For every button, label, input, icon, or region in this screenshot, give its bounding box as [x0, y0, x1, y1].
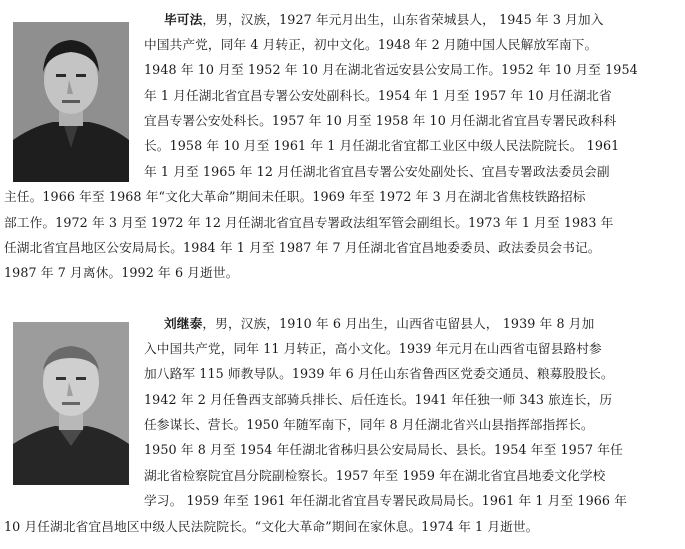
bio-2-line-2: 入中国共产党，同年 11 月转正，高小文化。1939 年元月在山西省屯留县路村参 [144, 341, 602, 356]
bio-2-line-3: 加八路军 115 师教导队。1939 年 6 月任山东省鲁西区党委交通员、粮募股股长。 [144, 366, 614, 381]
portrait-photo-1 [13, 22, 129, 182]
bio-2-line-9: 10 月任湖北省宜昌地区中级人民法院院长。“文化大革命”期间在家休息。1974 年 1 月逝世。 [4, 519, 539, 534]
bio-2-line-1 [164, 312, 594, 336]
bio-1-line-3: 1948 年 10 月至 1952 年 10 月在湖北省远安县公安局工作。1952 年 10 月至 1954 [144, 62, 638, 77]
bio-2-text-1: ，男，汉族，1910 年 6 月出生，山西省屯留县人， 1939 年 8 月加 [202, 316, 595, 331]
bio-2-line-7: 湖北省检察院宜昌分院副检察长。1957 年至 1959 年在湖北省宜昌地委文化学校 [144, 468, 606, 483]
bio-1-text-1: ，男，汉族，1927 年元月出生，山东省荣城县人， 1945 年 3 月加入 [202, 12, 604, 27]
bio-1-line-6: 长。1958 年 10 月至 1961 年 1 月任湖北省宜都工业区中级人民法院院长。 1961 [144, 138, 620, 153]
bio-1-line-4: 年 1 月任湖北省宜昌专署公安处副科长。1954 年 1 月至 1957 年 10 月任湖北省 [144, 88, 612, 103]
bio-1-line-9: 部工作。1972 年 3 月至 1972 年 12 月任湖北省宜昌专署政法组军管会副组长。1973 年 1 月至 1983 年 [4, 215, 614, 230]
bio-2-line-8: 学习。 1959 年至 1961 年任湖北省宜昌专署民政局局长。1961 年 1 月至 1966 年 [144, 493, 628, 508]
bio-2-name: 刘继泰 [164, 316, 203, 331]
bio-1-line-8: 主任。1966 年至 1968 年“文化大革命”期间未任职。1969 年至 1972 年 3 月在湖北省焦枝铁路招标 [4, 189, 586, 204]
bio-2-line-6: 1950 年 8 月至 1954 年任湖北省秭归县公安局局长、县长。1954 年至 1957 年任 [144, 442, 623, 457]
bio-1-line-1 [164, 8, 604, 32]
biography-entry-2 [0, 308, 685, 549]
bio-2-line-5: 任参谋长、营长。1950 年随军南下，同年 8 月任湖北省兴山县指挥部指挥长。 [144, 417, 594, 432]
portrait-photo-2 [13, 322, 129, 485]
bio-2-line-4: 1942 年 2 月任鲁西支部骑兵排长、后任连长。1941 年任独一师 343 旅连长，历 [144, 392, 613, 407]
bio-1-line-10: 任湖北省宜昌地区公安局局长。1984 年 1 月至 1987 年 7 月任湖北省宜昌地委委员、政法委员会书记。 [4, 240, 601, 255]
bio-1-line-5: 宜昌专署公安处科长。1957 年 10 月至 1958 年 10 月任湖北省宜昌专署民政科科 [144, 113, 617, 128]
bio-1-line-7: 年 1 月至 1965 年 12 月任湖北省宜昌专署公安处副处长、宜昌专署政法委员会副 [144, 164, 610, 179]
bio-1-line-2: 中国共产党，同年 4 月转正，初中文化。1948 年 2 月随中国人民解放军南下。 [144, 37, 598, 52]
bio-1-name: 毕可法 [164, 12, 203, 27]
bio-1-line-11: 1987 年 7 月离休。1992 年 6 月逝世。 [4, 265, 239, 280]
